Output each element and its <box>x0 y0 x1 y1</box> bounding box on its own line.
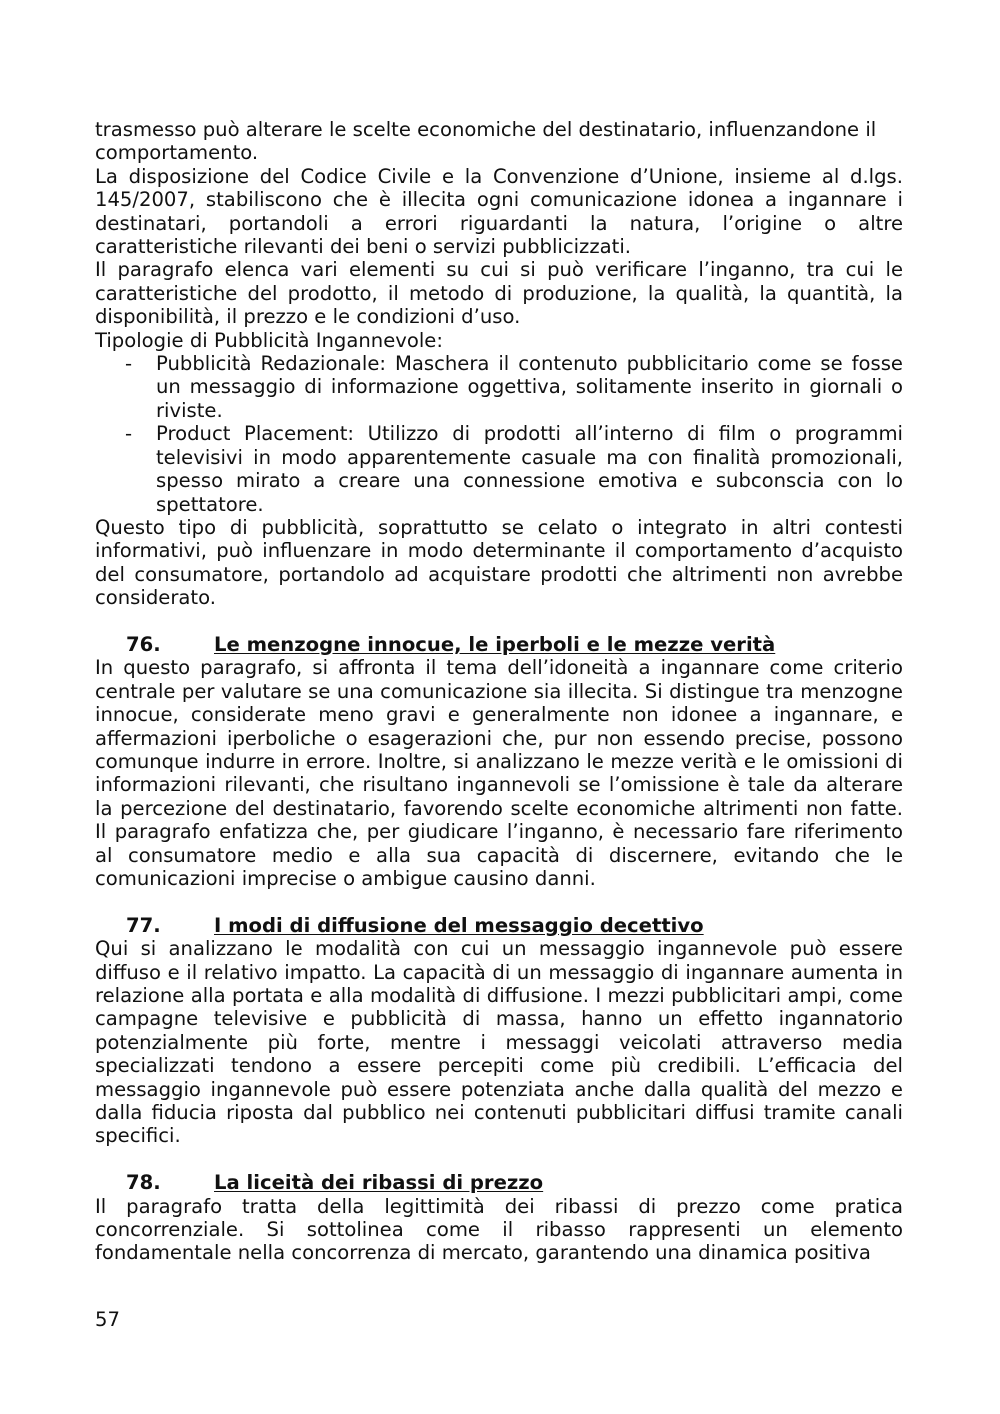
section-title: I modi di diffusione del messaggio decettivo <box>214 913 704 937</box>
section-body: Qui si analizzano le modalità con cui un messaggio ingannevole può essere diffuso e il relativo impatto. La capacità di un messaggio di ingannare aumenta in relazione alla portata e alla modalità di diffusione. I mezzi pubblicitari ampi, come campagne televisive e pubblicità di massa, hanno un effetto ingannatorio potenzialmente più forte, mentre i messaggi veicolati attraverso media specializzati tendono a essere percepiti come più credibili. L’efficacia del messaggio ingannevole può essere potenziata anche dalla qualità del mezzo e dalla fiducia riposta dal pubblico nei contenuti pubblicitari diffusi tramite canali specifici. <box>95 937 903 1148</box>
bullet-dash: - <box>125 422 133 446</box>
intro-paragraph: trasmesso può alterare le scelte economiche del destinatario, influenzandone il comportamento. <box>95 118 877 165</box>
intro-paragraph: Il paragrafo elenca vari elementi su cui si può verificare l’inganno, tra cui le caratteristiche del prodotto, il metodo di produzione, la qualità, la quantità, la disponibilità, il prezzo e le condizioni d’uso. <box>95 258 903 329</box>
list-intro: Tipologie di Pubblicità Ingannevole: <box>95 328 443 352</box>
advertising-types-list <box>95 352 903 516</box>
document-page <box>95 118 903 1265</box>
section-number: 77. <box>126 913 161 937</box>
section-body: In questo paragrafo, si affronta il tema dell’idoneità a ingannare come criterio centrale per valutare se una comunicazione sia illecita. Si distingue tra menzogne innocue, considerate meno gravi e generalmente non idonee a ingannare, e affermazioni iperboliche o esagerazioni che, pur non essendo precise, possono comunque indurre in errore. Inoltre, si analizzano le mezze verità e le omissioni di informazioni rilevanti, che risultano ingannevoli se l’omissione è tale da alterare la percezione del destinatario, favorendo scelte economiche altrimenti non fatte. Il paragrafo enfatizza che, per giudicare l’inganno, è necessario fare riferimento al consumatore medio e alla sua capacità di discernere, evitando che le comunicazioni imprecise o ambigue causino danni. <box>95 656 903 890</box>
section-number: 78. <box>126 1171 161 1195</box>
section-number: 76. <box>126 632 161 656</box>
section-title: Le menzogne innocue, le iperboli e le mezze verità <box>214 632 776 656</box>
closing-paragraph: Questo tipo di pubblicità, soprattutto se celato o integrato in altri contesti informativi, può influenzare in modo determinante il comportamento d’acquisto del consumatore, portandolo ad acquistare prodotti che altrimenti non avrebbe considerato. <box>95 515 903 610</box>
section-heading-78 <box>95 1171 903 1194</box>
intro-paragraph: La disposizione del Codice Civile e la Convenzione d’Unione, insieme al d.lgs. 145/2007, stabiliscono che è illecita ogni comunicazione idonea a ingannare i destinatari, portandoli a errori riguardanti la natura, l’origine o altre caratteristiche rilevanti dei beni o servizi pubblicizzati. <box>95 164 903 259</box>
list-item <box>95 352 903 422</box>
list-item-text: Product Placement: Utilizzo di prodotti all’interno di film o programmi televisivi in modo apparentemente casuale ma con finalità promozionali, spesso mirato a creare una connessione emotiva e subconscia con lo spettatore. <box>156 422 903 516</box>
list-item <box>95 422 903 516</box>
section-heading-76 <box>95 633 903 656</box>
section-title: La liceità dei ribassi di prezzo <box>214 1171 544 1195</box>
bullet-dash: - <box>125 352 133 376</box>
section-body: Il paragrafo tratta della legittimità dei ribassi di prezzo come pratica concorrenziale. Si sottolinea come il ribasso rappresenti un elemento fondamentale nella concorrenza di mercato, garantendo una dinamica positiva <box>95 1194 903 1265</box>
list-item-text: Pubblicità Redazionale: Maschera il contenuto pubblicitario come se fosse un messaggio di informazione oggettiva, solitamente inserito in giornali o riviste. <box>156 352 903 422</box>
section-heading-77 <box>95 914 903 937</box>
page-number: 57 <box>95 1308 120 1331</box>
